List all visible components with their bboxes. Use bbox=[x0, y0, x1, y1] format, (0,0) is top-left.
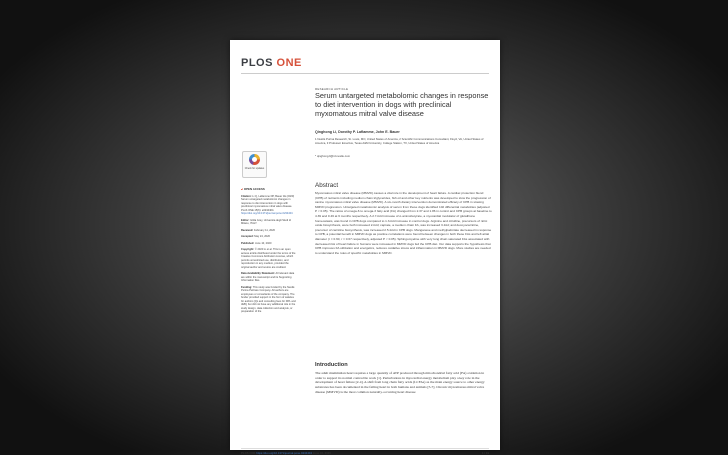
article-info-sidebar bbox=[241, 188, 297, 314]
abstract-heading: Abstract bbox=[315, 182, 339, 189]
citation-block: Citation: Li Q, Laflamme DP, Bauer JE (2020) Serum untargeted metabolomic changes in response to diet intervention in dogs with preclinical myxomatous mitral valve disease. PLoS ONE 15(6): e0234404. https://doi.org/10.1371/journal.pone.0234404 bbox=[241, 194, 295, 215]
abstract-text: Myxomatous mitral valve disease (MMVD) causes a vital role in the development of heart failure. A cardiac protection blend (CPB) of nutrients including medium chain triglycerides, fish oil and other key nutrients was developed to slow the progression of canine myxomatous mitral valve disease (MMVD). A six-month dietary intervention demonstrated efficacy of CPB in slowing MMVD progression. Untargeted metabolomic analysis of serum from these dogs identified 102 differential metabolites (adjusted P < 0.05). The ratios of omega-6 to omega-3 fatty acid (FA) changed from 2.37 and 1.86 in control and CPB groups at baseline to 4.39 and 0.46 at 6 months respectively. A 2.7-fold increase of α-aminobutyrate, a myocardial modulator of glutathione homeostasis, was found in CPB dogs compared to 1.3-fold increase in control dogs. Arginine and citrulline, precursors of nitric oxide biosynthesis, were both increased 2-fold; caprate, a medium chain FA, was increased 3-fold; and decoyocarnitine, precursor of carnitine biosynthesis, was increased 2.5-fold in CPB dogs. Manganese and methylpalmitate decreased in response to CPB, a potential benefit in MMVD dogs as positive correlations were found between changes in both these FAs and left atrial diameter (r = 0.60, r = 0.67 respectively, adjusted P < 0.05). Sphingomyeline with very long chain saturated FAs associated with decreased risk of heart failure in humans were increased in MMVD dogs fed the CPB diet. Our data supports the hypothesis that CPB improves FA utilization and energetics, reduces oxidative stress and inflammation in MMVD dogs. More studies are needed to understand the roles of specific metabolites in MMVD. bbox=[315, 191, 492, 255]
introduction-text: The adult mammalian heart requires a large quantity of ATP produced through mitochondrial fatty acid (FA) oxidation in order to support its normal contractile work [1]. Perturbations in myocardial energy metabolism play a key role in the development of heart failure [2-4]. A shift from long chain fatty acids (LCFAs) as the main energy source to other energy substrates has been documented in the failing heart in both humans and animals [5-7]. Chronic myxomatous mitral valve disease (MMVD) is the most common naturally-occurring heart disease bbox=[315, 371, 485, 394]
open-access-label: 🔓︎OPEN ACCESS bbox=[241, 187, 265, 191]
logo-one: ONE bbox=[272, 57, 302, 69]
page-footer bbox=[241, 448, 489, 455]
check-for-updates-button[interactable] bbox=[242, 151, 267, 178]
article-page bbox=[230, 40, 500, 455]
logo-plos: PLOS bbox=[241, 57, 273, 69]
funding-block: Funding: This study was funded by the Nestlé Purina PetCare Company. All authors are employees or consultants of the company. The funder provided support in the form of salaries for authors [QL and consulting fees for DPL and JEB], but did not have any additional role in the study design, data collection and analysis, or preparation of the bbox=[241, 285, 296, 313]
page-number: 1 / 19 bbox=[482, 451, 489, 455]
accepted-date: Accepted: May 24, 2020 bbox=[241, 235, 270, 238]
author-list[interactable]: Qinghong Li, Dorothy P. Laflamme, John E. Bauer bbox=[315, 130, 400, 134]
open-lock-icon: 🔓︎ bbox=[241, 187, 243, 191]
footer-doi-link[interactable]: https://doi.org/10.1371/journal.pone.0234404 bbox=[256, 451, 312, 455]
footer-journal: PLOS ONE bbox=[241, 451, 256, 455]
data-availability-block: Data Availability Statement: All relevant data are within the manuscript and its Supporting Information files. bbox=[241, 272, 295, 282]
received-date: Received: February 11, 2020 bbox=[241, 228, 276, 232]
corresponding-email[interactable]: * qinghong.li@rd.nestle.com bbox=[315, 154, 351, 158]
crossmark-icon bbox=[249, 154, 260, 165]
article-type: RESEARCH ARTICLE bbox=[315, 87, 349, 91]
article-title: Serum untargeted metabolomic changes in response to diet intervention in dogs with preclinical myxomatous mitral valve disease bbox=[315, 91, 489, 118]
citation-doi-link[interactable]: https://doi.org/10.1371/journal.pone.0234404 bbox=[241, 212, 293, 215]
copyright-block: Copyright: © 2020 Li et al. This is an open access article distributed under the terms of the Creative Commons Attribution License, which permits unrestricted use, distribution, and reproduction in any medium, provided the original author and source are credited. bbox=[241, 248, 296, 269]
affiliations: 1 Nestlé Purina Research, St. Louis, MO, United States of America, 2 Scientific Communications Consultant, Floyd, VA, United States of America, 3 Professor Emeritus, Texas A&M University, College Station, TX, United States of America bbox=[315, 137, 484, 145]
introduction-heading: Introduction bbox=[315, 362, 348, 368]
journal-logo[interactable] bbox=[241, 57, 302, 69]
published-date: Published: June 10, 2020 bbox=[241, 241, 272, 245]
header-divider bbox=[241, 73, 489, 74]
check-updates-label: Check for updates bbox=[244, 167, 265, 170]
footer-date: June 10, 2020 bbox=[312, 451, 331, 455]
editor-block: Editor: Gilda Grey, Universita degli Studi di Milano, ITALY bbox=[241, 218, 291, 225]
